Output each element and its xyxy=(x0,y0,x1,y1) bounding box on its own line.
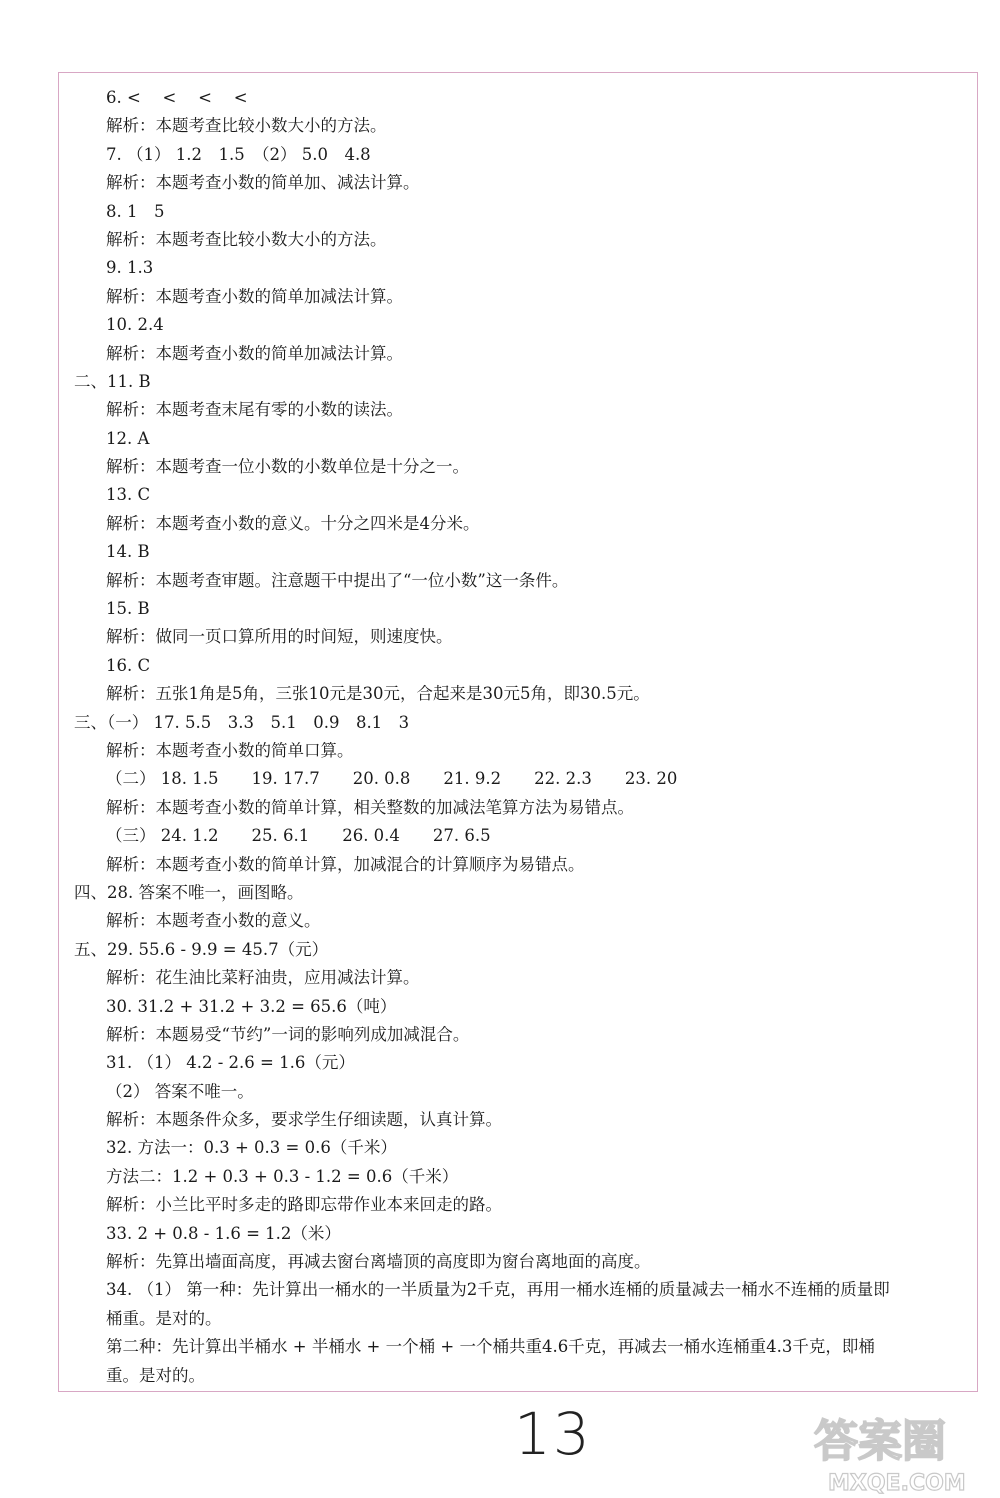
answer-line: 解析：本题易受“节约”一词的影响列成加减混合。 xyxy=(106,1024,470,1044)
answer-line: 30. 31.2 + 31.2 + 3.2 = 65.6（吨） xyxy=(106,996,397,1016)
answer-line: 解析：本题考查小数的简单加减法计算。 xyxy=(106,286,403,306)
answer-line: 解析：本题考查比较小数大小的方法。 xyxy=(106,229,387,249)
answer-line: 7. （1） 1.2 1.5 （2） 5.0 4.8 xyxy=(106,144,371,164)
answer-line: 12. A xyxy=(106,428,150,448)
answer-text-block xyxy=(74,84,974,1390)
answer-line: （二） 18. 1.5 19. 17.7 20. 0.8 21. 9.2 22. 2.3 23. 20 xyxy=(106,769,678,789)
answer-line: 解析：本题考查小数的简单加减法计算。 xyxy=(106,343,403,363)
answer-line: 解析：本题考查小数的简单口算。 xyxy=(106,740,354,760)
answer-line: 三、（一） 17. 5.5 3.3 5.1 0.9 8.1 3 xyxy=(74,712,410,732)
answer-line: 解析：本题考查审题。注意题干中提出了“一位小数”这一条件。 xyxy=(106,570,569,590)
answer-line: 解析：本题考查一位小数的小数单位是十分之一。 xyxy=(106,457,469,477)
answer-line: 解析：先算出墙面高度，再减去窗台离墙顶的高度即为窗台离地面的高度。 xyxy=(106,1252,651,1272)
answer-line: 五、29. 55.6 - 9.9 = 45.7（元） xyxy=(74,939,329,959)
answer-line: 桶重。是对的。 xyxy=(106,1308,222,1328)
answer-line: （2） 答案不唯一。 xyxy=(106,1081,254,1101)
answer-line: 解析：本题考查小数的简单计算，加减混合的计算顺序为易错点。 xyxy=(106,854,585,874)
answer-line: 8. 1 5 xyxy=(106,201,165,221)
answer-line: 解析：本题考查小数的意义。 xyxy=(106,911,321,931)
answer-line: 四、28. 答案不唯一，画图略。 xyxy=(74,882,304,902)
answer-line: 34. （1） 第一种：先计算出一桶水的一半质量为2千克，再用一桶水连桶的质量减去一桶水不连桶的质量即 xyxy=(106,1280,890,1300)
watermark-logo xyxy=(806,1406,996,1496)
answer-line: 解析：小兰比平时多走的路即忘带作业本来回走的路。 xyxy=(106,1195,502,1215)
answer-line: 33. 2 + 0.8 - 1.6 = 1.2（米） xyxy=(106,1223,341,1243)
answer-line: 31. （1） 4.2 - 2.6 = 1.6（元） xyxy=(106,1053,355,1073)
answer-line: 32. 方法一：0.3 + 0.3 = 0.6（千米） xyxy=(106,1138,397,1158)
page-number: 13 xyxy=(514,1400,592,1468)
answer-line: 10. 2.4 xyxy=(106,315,164,335)
watermark-cn: 答案圈 xyxy=(814,1416,946,1467)
answer-line: 解析：五张1角是5角，三张10元是30元，合起来是30元5角，即30.5元。 xyxy=(106,684,650,704)
answer-line: 15. B xyxy=(106,599,150,619)
answer-line: 13. C xyxy=(106,485,151,505)
answer-line: 重。是对的。 xyxy=(106,1365,205,1385)
answer-line: 解析：本题条件众多，要求学生仔细读题，认真计算。 xyxy=(106,1110,502,1130)
answer-line: 解析：本题考查小数的简单计算，相关整数的加减法笔算方法为易错点。 xyxy=(106,797,634,817)
answer-line: 16. C xyxy=(106,655,151,675)
answer-line: 解析：花生油比菜籽油贵，应用减法计算。 xyxy=(106,968,420,988)
answer-line: 解析：本题考查比较小数大小的方法。 xyxy=(106,116,387,136)
answer-line: 14. B xyxy=(106,542,150,562)
answer-line: 9. 1.3 xyxy=(106,258,154,278)
answer-line: 解析：做同一页口算所用的时间短，则速度快。 xyxy=(106,627,453,647)
answer-line: 方法二：1.2 + 0.3 + 0.3 - 1.2 = 0.6（千米） xyxy=(106,1166,459,1186)
answer-lines xyxy=(74,84,974,1390)
answer-line: （三） 24. 1.2 25. 6.1 26. 0.4 27. 6.5 xyxy=(106,826,491,846)
answer-line: 6. < < < < xyxy=(106,88,248,107)
watermark-url: MXQE.COM xyxy=(828,1471,966,1496)
answer-line: 解析：本题考查末尾有零的小数的读法。 xyxy=(106,400,403,420)
answer-line: 二、11. B xyxy=(74,371,151,391)
answer-line: 第二种：先计算出半桶水 + 半桶水 + 一个桶 + 一个桶共重4.6千克，再减去一桶水连桶重4.3千克，即桶 xyxy=(106,1337,875,1357)
answer-line: 解析：本题考查小数的意义。十分之四米是4分米。 xyxy=(106,513,480,533)
answer-line: 解析：本题考查小数的简单加、减法计算。 xyxy=(106,173,420,193)
